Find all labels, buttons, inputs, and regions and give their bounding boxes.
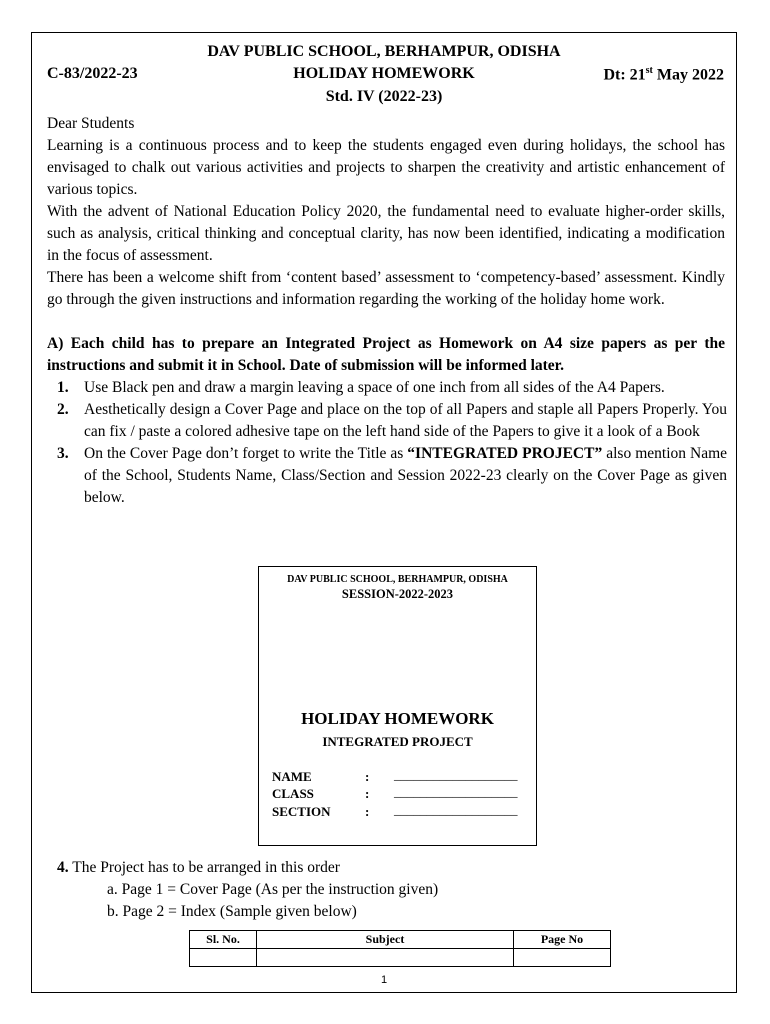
cover-subtitle: INTEGRATED PROJECT [322, 734, 473, 749]
table-cell [190, 949, 257, 967]
cover-field-line: ___________________ [394, 767, 518, 782]
intro-paragraph-3: There has been a welcome shift from ‘content based’ assessment to ‘competency-based’ assessment. Kindly go through the given instructions and information regarding the working of the holiday home work. [47, 269, 725, 308]
header-sl-no: Sl. No. [190, 931, 257, 949]
cover-field-colon: : [365, 786, 370, 801]
cover-field-colon: : [365, 769, 370, 784]
index-table [189, 930, 611, 967]
cover-field-colon: : [365, 804, 370, 819]
page-number: 1 [380, 974, 388, 986]
school-name: DAV PUBLIC SCHOOL, BERHAMPUR, ODISHA [207, 43, 561, 60]
cover-title: HOLIDAY HOMEWORK [301, 709, 494, 728]
cover-field-line: ___________________ [394, 784, 518, 799]
cover-session: SESSION-2022-2023 [341, 587, 454, 601]
salutation: Dear Students [47, 115, 135, 132]
document-date: Dt: 21st May 2022 [603, 65, 724, 84]
cover-field-line: ___________________ [394, 802, 518, 817]
document-title: HOLIDAY HOMEWORK [293, 65, 475, 82]
standard-label: Std. IV (2022-23) [325, 88, 443, 105]
intro-paragraph-2: With the advent of National Education Policy 2020, the fundamental need to evaluate higher-order skills, such as analysis, critical thinking and conceptual clarity, has now been identified, indicating a modification in the focus of assessment. [47, 203, 725, 264]
instruction-item-4: 4. The Project has to be arranged in this order [57, 859, 340, 876]
sub-item-a: a. Page 1 = Cover Page (As per the instruction given) [107, 881, 439, 898]
section-a-heading: A) Each child has to prepare an Integrated Project as Homework on A4 size papers as per the instructions and submit it in School. Date of submission will be informed later. [47, 335, 725, 374]
cover-field-label: SECTION [272, 804, 331, 819]
instruction-item: 2. Aesthetically design a Cover Page and place on the top of all Papers and staple all Papers Properly. You can fix / paste a colored adhesive tape on the left hand side of the Papers to give it a look of a Book [57, 401, 727, 440]
table-cell [257, 949, 514, 967]
instruction-item: 3. On the Cover Page don’t forget to write the Title as “INTEGRATED PROJECT” also mention Name of the School, Students Name, Class/Section and Session 2022-23 clearly on the Cover Page as given below. [57, 445, 728, 506]
document-page [31, 32, 737, 993]
cover-field-label: NAME [272, 769, 312, 784]
instruction-item: 1. Use Black pen and draw a margin leaving a space of one inch from all sides of the A4 Papers. [57, 379, 665, 396]
instruction-list [47, 377, 727, 509]
cover-field-label: CLASS [272, 786, 314, 801]
table-row [190, 949, 611, 967]
table-header-row [190, 931, 611, 949]
sub-item-b: b. Page 2 = Index (Sample given below) [107, 903, 357, 920]
cover-school-name: DAV PUBLIC SCHOOL, BERHAMPUR, ODISHA [287, 574, 508, 585]
cover-page-sample [258, 566, 537, 846]
header-page-no: Page No [514, 931, 611, 949]
intro-paragraph-1: Learning is a continuous process and to keep the students engaged even during holidays, the school has envisaged to chalk out various activities and projects to sharpen the creativity and artistic enhancement of various topics. [47, 137, 725, 198]
table-cell [514, 949, 611, 967]
reference-number: C-83/2022-23 [47, 65, 138, 82]
header-subject: Subject [257, 931, 514, 949]
